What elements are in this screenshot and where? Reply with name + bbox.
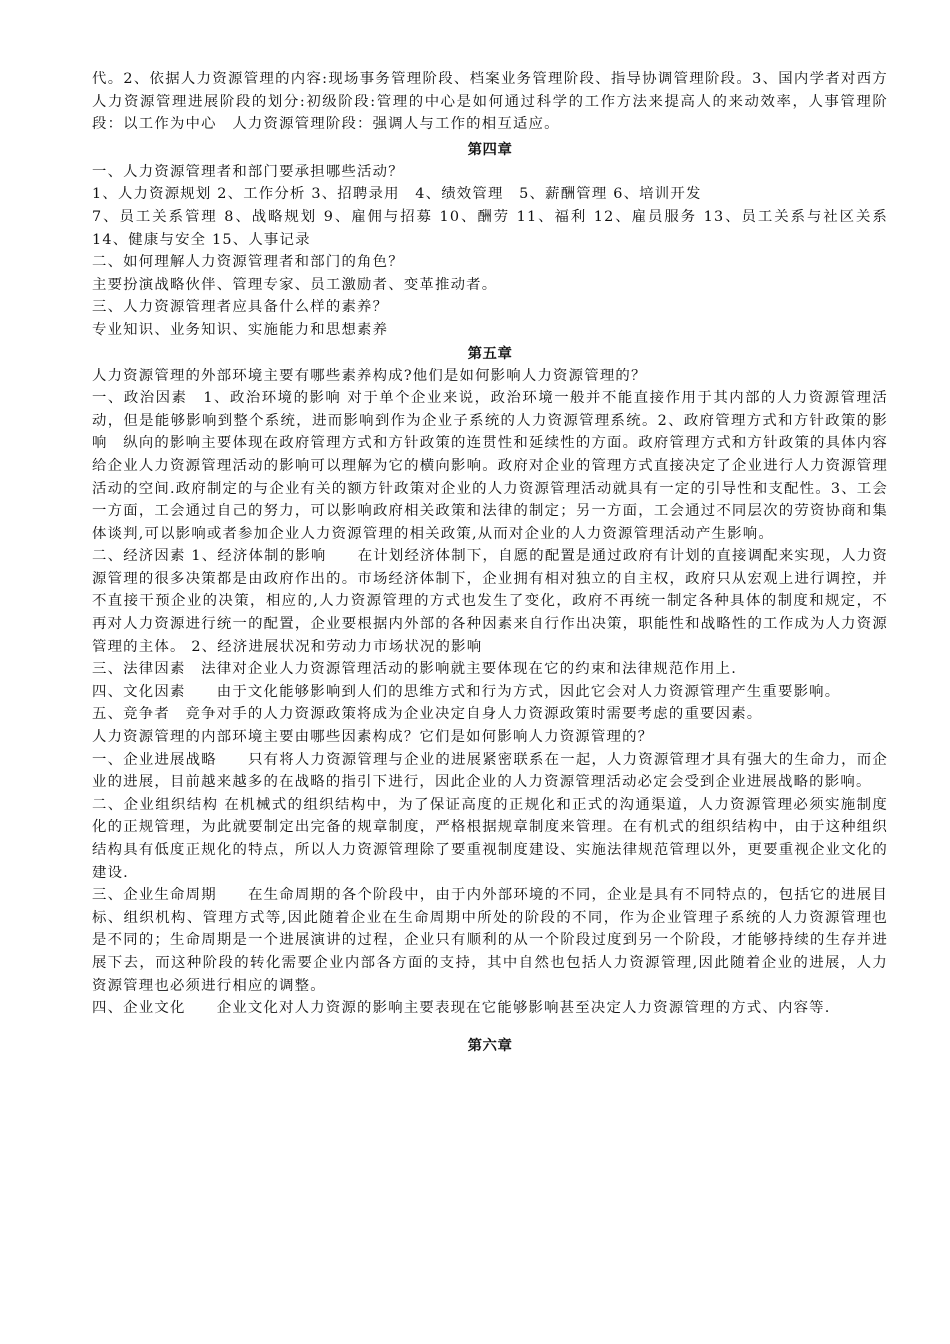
question-hr-activities: 一、人力资源管理者和部门要承担哪些活动？ (92, 163, 404, 180)
chapter-5-heading: 第五章 (467, 344, 513, 362)
paragraph-legal-factors: 三、法律因素 法律对企业人力资源管理活动的影响就主要体现在它的约束和法律规范作用上. (92, 661, 737, 678)
paragraph-cultural-factors: 四、文化因素 由于文化能够影响到人们的思维方式和行为方式，因此它会对人力资源管理产生重要影响。 (92, 683, 841, 700)
question-internal-environment: 人力资源管理的内部环境主要由哪些因素构成？它们是如何影响人力资源管理的？ (92, 729, 654, 746)
answer-hr-qualities: 专业知识、业务知识、实施能力和思想素养 (92, 321, 389, 338)
question-hr-roles: 二、如何理解人力资源管理者和部门的角色？ (92, 254, 404, 271)
paragraph-economic-factors: 二、经济因素 1、经济体制的影响 在计划经济体制下，自愿的配置是通过政府有计划的直接调配来实现，人力资源管理的很多决策都是由政府作出的。市场经济体制下，企业拥有相对独立的自主权，政府只从宏观上进行调控，并不直接干预企业的决策，相应的,人力资源管理的方式也发生了变化，政府不再统一制定各种具体的制度和规定，不再对人力资源进行统一的配置，企业要根据内外部的各种因素来自行作出决策，职能性和战略性的工作成为人力资源管理的主体。 2、经济进展状况和劳动力市场状况的影响 (92, 548, 888, 655)
paragraph-competitors: 五、竞争者 竞争对手的人力资源政策将成为企业决定自身人力资源政策时需要考虑的重要因素。 (92, 706, 763, 723)
answer-hr-roles: 主要扮演战略伙伴、管理专家、员工激励者、变革推动者。 (92, 276, 498, 293)
chapter-6-heading: 第六章 (467, 1036, 513, 1054)
answer-hr-activities-2: 7、员工关系管理 8、战略规划 9、雇佣与招募 10、酬劳 11、福利 12、雇员服务 13、员工关系与社区关系 14、健康与安全 15、人事记录 (92, 208, 888, 248)
chapter-4-heading: 第四章 (467, 140, 513, 158)
paragraph-hr-development-stages: 代。2、依据人力资源管理的内容:现场事务管理阶段、档案业务管理阶段、指导协调管理阶段。3、国内学者对西方人力资源管理进展阶段的划分:初级阶段:管理的中心是如何通过科学的工作方法来提高人的来动效率，人事管理阶段：以工作为中心 人力资源管理阶段：强调人与工作的相互适应。 (92, 71, 888, 133)
answer-hr-activities-1: 1、人力资源规划 2、工作分析 3、招聘录用 4、绩效管理 5、薪酬管理 6、培训开发 (92, 186, 702, 203)
paragraph-political-factors: 一、政治因素 1、政治环境的影响 对于单个企业来说，政治环境一般并不能直接作用于其内部的人力资源管理活动，但是能够影响到整个系统，进而影响到作为企业子系统的人力资源管理系统。2、政府管理方式和方针政策的影响 纵向的影响主要体现在政府管理方式和方针政策的连贯性和延续性的方面。政府管理方式和方针政策的具体内容给企业人力资源管理活动的影响可以理解为它的横向影响。政府对企业的管理方式直接决定了企业进行人力资源管理活动的空间.政府制定的与企业有关的额方针政策对企业的人力资源管理活动就具有一定的引导性和支配性。3、工会 一方面，工会通过自己的努力，可以影响政府相关政策和法律的制定；另一方面，工会通过不同层次的劳资协商和集体谈判,可以影响或者参加企业人力资源管理的相关政策,从而对企业的人力资源管理活动产生影响。 (92, 390, 888, 542)
paragraph-organization-structure: 二、企业组织结构 在机械式的组织结构中，为了保证高度的正规化和正式的沟通渠道，人力资源管理必须实施制度化的正规管理，为此就要制定出完备的规章制度，严格根据规章制度来管理。在有机式的组织结构中，由于这种组织结构具有低度正规化的特点，所以人力资源管理除了要重视制度建设、实施法律规范管理以外，更要重视企业文化的建设. (92, 796, 888, 881)
question-external-environment: 人力资源管理的外部环境主要有哪些素养构成?他们是如何影响人力资源管理的？ (92, 367, 647, 384)
question-hr-qualities: 三、人力资源管理者应具备什么样的素养？ (92, 299, 389, 316)
paragraph-life-cycle: 三、企业生命周期 在生命周期的各个阶段中，由于内外部环境的不同，企业是具有不同特点的，包括它的进展目标、组织机构、管理方式等,因此随着企业在生命周期中所处的阶段的不同，作为企业管理子系统的人力资源管理也是不同的；生命周期是一个进展演讲的过程，企业只有顺利的从一个阶段过度到另一个阶段，才能够持续的生存并进展下去，而这种阶段的转化需要企业内部各方面的支持，其中自然也包括人力资源管理,因此随着企业的进展，人力资源管理也必须进行相应的调整。 (92, 887, 888, 994)
paragraph-development-strategy: 一、企业进展战略 只有将人力资源管理与企业的进展紧密联系在一起，人力资源管理才具有强大的生命力，而企业的进展，目前越来越多的在战略的指引下进行，因此企业的人力资源管理活动必定会受到企业进展战略的影响。 (92, 751, 888, 791)
paragraph-corporate-culture: 四、企业文化 企业文化对人力资源的影响主要表现在它能够影响甚至决定人力资源管理的方式、内容等. (92, 1000, 831, 1017)
